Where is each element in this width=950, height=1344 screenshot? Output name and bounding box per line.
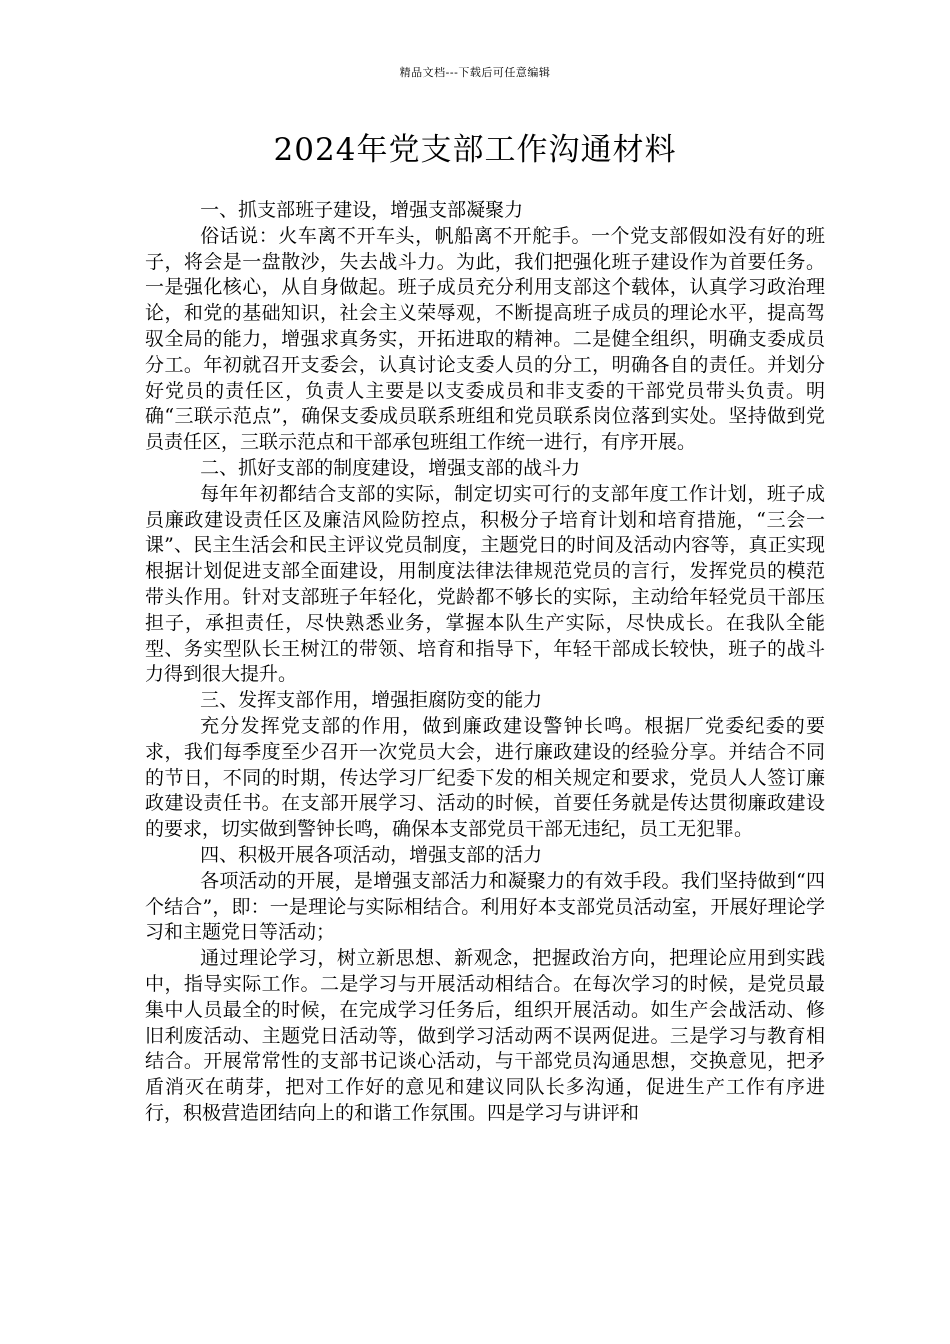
body-paragraph: 充分发挥党支部的作用，做到廉政建设警钟长鸣。根据厂党委纪委的要求，我们每季度至少召开一次党员大会，进行廉政建设的经验分享。并结合不同的节日，不同的时期，传达学习厂纪委下发的相关规定和要求，党员人人签订廉政建设责任书。在支部开展学习、活动的时候，首要任务就是传达贯彻廉政建设的要求，切实做到警钟长鸣，确保本支部党员干部无违纪，员工无犯罪。 (145, 714, 825, 841)
page-header: 精品文档---下载后可任意编辑 (399, 66, 551, 79)
section-heading-3: 三、发挥支部作用，增强拒腐防变的能力 (200, 689, 543, 712)
section-heading-2: 二、抓好支部的制度建设，增强支部的战斗力 (200, 456, 581, 479)
document-body (145, 198, 825, 1127)
section-heading-1: 一、抓支部班子建设，增强支部凝聚力 (200, 199, 524, 221)
body-paragraph: 各项活动的开展，是增强支部活力和凝聚力的有效手段。我们坚持做到“四个结合”，即：一是理论与实际相结合。利用好本支部党员活动室，开展好理论学习和主题党日等活动； (145, 869, 825, 944)
document-title: 2024年党支部工作沟通材料 (273, 132, 677, 168)
body-paragraph: 俗话说：火车离不开车头，帆船离不开舵手。一个党支部假如没有好的班子，将会是一盘散沙，失去战斗力。为此，我们把强化班子建设作为首要任务。一是强化核心，从自身做起。班子成员充分利用支部这个载体，认真学习政治理论，和党的基础知识，社会主义荣辱观，不断提高班子成员的理论水平，提高驾驭全局的能力，增强求真务实，开拓进取的精神。二是健全组织，明确支委成员分工。年初就召开支委会，认真讨论支委人员的分工，明确各自的责任。并划分好党员的责任区，负责人主要是以支委成员和非支委的干部党员带头负责。明确“三联示范点”，确保支委成员联系班组和党员联系岗位落到实处。坚持做到党员责任区，三联示范点和干部承包班组工作统一进行，有序开展。 (145, 224, 825, 454)
section-heading-4: 四、积极开展各项活动，增强支部的活力 (200, 843, 543, 866)
body-paragraph: 通过理论学习，树立新思想、新观念，把握政治方向，把理论应用到实践中，指导实际工作。二是学习与开展活动相结合。在每次学习的时候，是党员最集中人员最全的时候，在完成学习任务后，组织开展活动。如生产会战活动、修旧利废活动、主题党日活动等，做到学习活动两不误两促进。三是学习与教育相结合。开展常常性的支部书记谈心活动，与干部党员沟通思想，交换意见，把矛盾消灭在萌芽，把对工作好的意见和建议同队长多沟通，促进生产工作有序进行，积极营造团结向上的和谐工作氛围。四是学习与讲评和 (145, 947, 825, 1124)
body-paragraph: 每年年初都结合支部的实际，制定切实可行的支部年度工作计划，班子成员廉政建设责任区及廉洁风险防控点，积极分子培育计划和培育措施，“三会一课”、民主生活会和民主评议党员制度，主题党日的时间及活动内容等，真正实现根据计划促进支部全面建设，用制度法律法律规范党员的言行，发挥党员的模范带头作用。针对支部班子年轻化，党龄都不够长的实际，主动给年轻党员干部压担子，承担责任，尽快熟悉业务，掌握本队生产实际，尽快成长。在我队全能型、务实型队长王树江的带领、培育和指导下，年轻干部成长较快，班子的战斗力得到很大提升。 (145, 482, 825, 686)
